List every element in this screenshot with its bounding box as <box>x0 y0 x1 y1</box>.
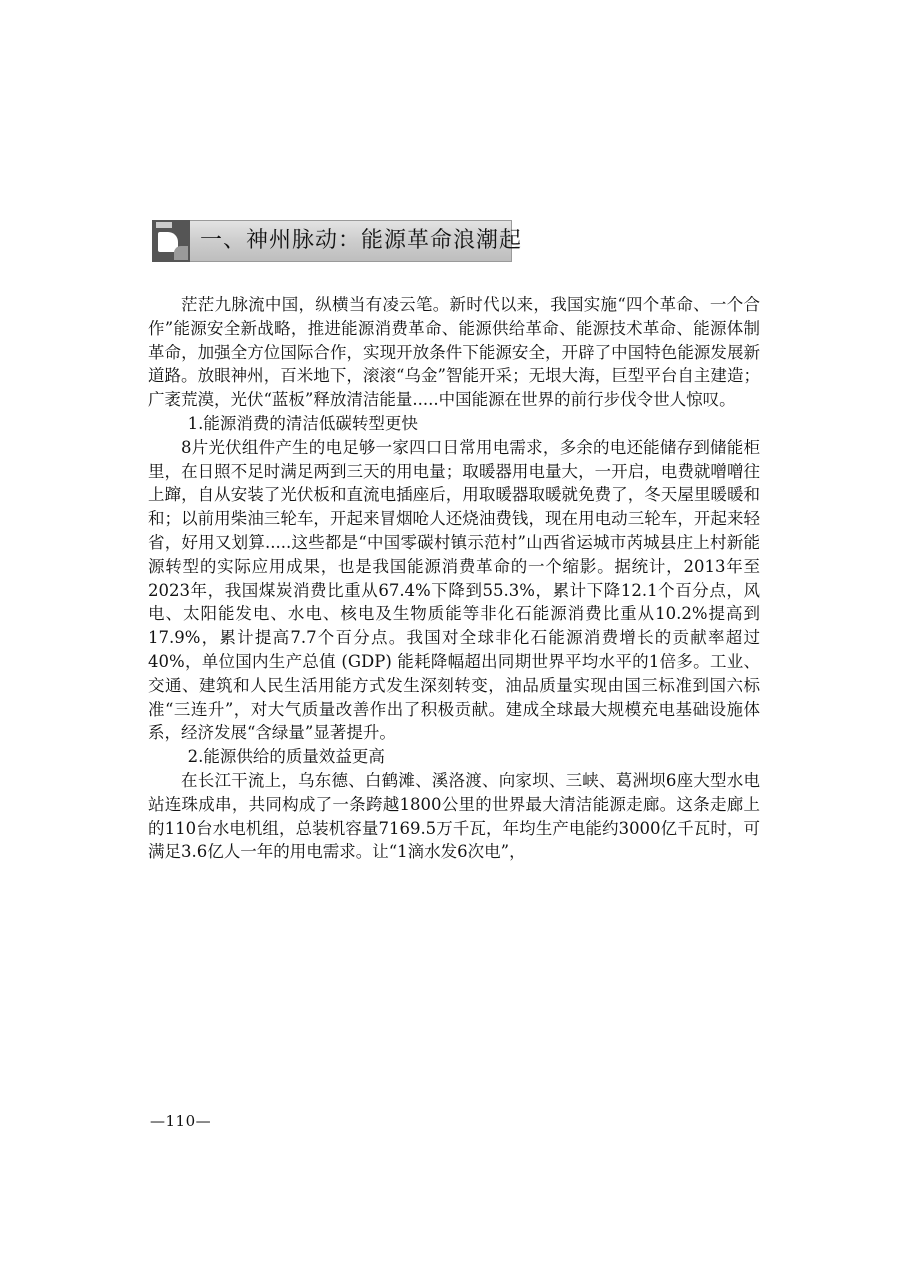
subheading-energy-supply: 2.能源供给的质量效益更高 <box>187 747 385 767</box>
subheading-energy-consumption: 1.能源消费的清洁低碳转型更快 <box>187 413 418 433</box>
consumption-paragraph: 8片光伏组件产生的电足够一家四口日常用电需求，多余的电还能储存到储能柜里，在日照不足时满足两到三天的用电量；取暖器用电量大，一开启，电费就噌噌往上蹿，自从安装了光伏板和直流电插座后，用取暖器取暖就免费了，冬天屋里暖暖和和；以前用柴油三轮车，开起来冒烟呛人还烧油费钱，现在用电动三轮车，开起来轻省，好用又划算.....这些都是“中国零碳村镇示范村”山西省运城市芮城县庄上村新能源转型的实际应用成果，也是我国能源消费革命的一个缩影。据统计，2013年至2023年，我国煤炭消费比重从67.4%下降到55.3%，累计下降12.1个百分点，风电、太阳能发电、水电、核电及生物质能等非化石能源消费比重从10.2%提高到17.9%，累计提高7.7个百分点。我国对全球非化石能源消费增长的贡献率超过40%，单位国内生产总值 (GDP) 能耗降幅超出同期世界平均水平的1倍多。工业、交通、建筑和人民生活用能方式发生深刻转变，油品质量实现由国三标准到国六标准“三连升”，对大气质量改善作出了积极贡献。建成全球最大规模充电基础设施体系，经济发展“含绿量”显著提升。 <box>148 437 760 743</box>
section-heading-bar <box>152 220 523 262</box>
intro-paragraph: 茫茫九脉流中国，纵横当有凌云笔。新时代以来，我国实施“四个革命、一个合作”能源安全新战略，推进能源消费革命、能源供给革命、能源技术革命、能源体制革命，加强全方位国际合作，实现开放条件下能源安全，开辟了中国特色能源发展新道路。放眼神州，百米地下，滚滚“乌金”智能开采；无垠大海，巨型平台自主建造；广袤荒漠，光伏“蓝板”释放清洁能量.....中国能源在世界的前行步伐令世人惊叹。 <box>148 295 760 410</box>
section-title: 一、神州脉动：能源革命浪潮起 <box>200 228 523 253</box>
page-number: —110— <box>150 1112 212 1130</box>
article-body <box>148 293 760 864</box>
supply-paragraph: 在长江干流上，乌东德、白鹤滩、溪洛渡、向家坝、三峡、葛洲坝6座大型水电站连珠成串，共同构成了一条跨越1800公里的世界最大清洁能源走廊。这条走廊上的110台水电机组，总装机容量7169.5万千瓦，年均生产电能约3000亿千瓦时，可满足3.6亿人一年的用电需求。让“1滴水发6次电”， <box>148 770 760 862</box>
document-page-icon <box>152 220 190 262</box>
